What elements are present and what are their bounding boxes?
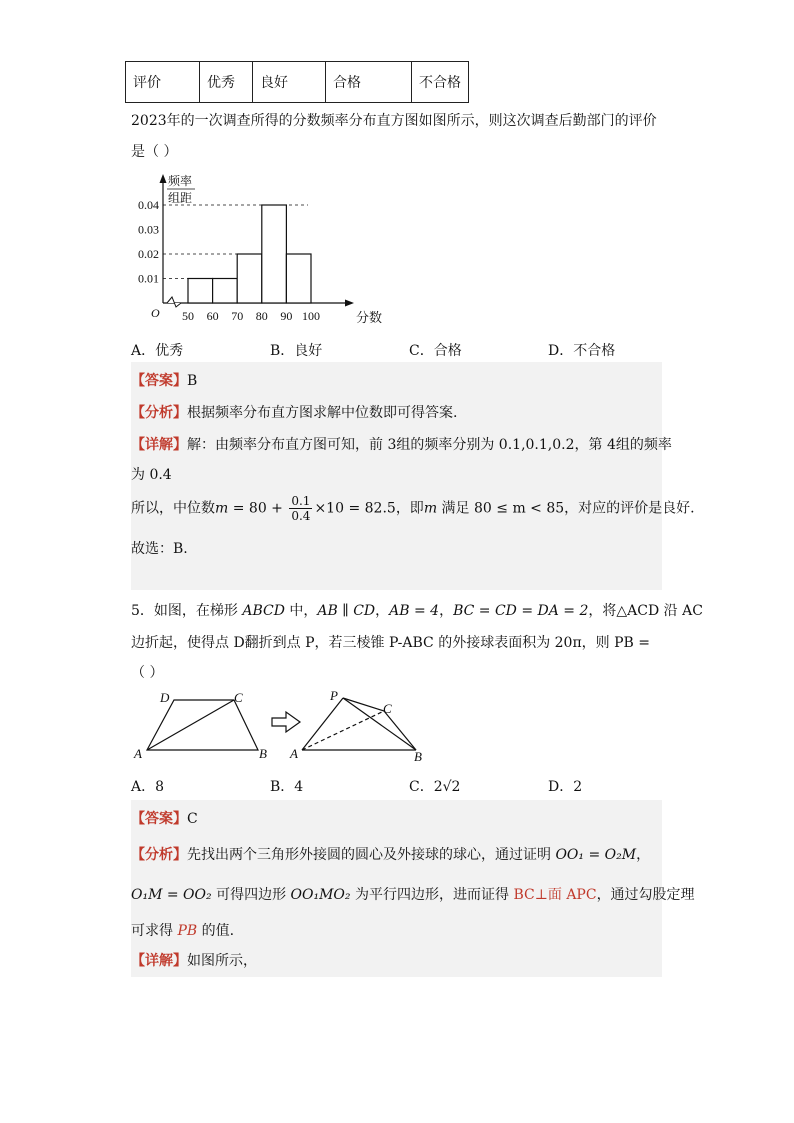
q5-option-b: B．4 [270, 779, 304, 795]
detail-tag: 【详解】 [131, 437, 187, 453]
rating-cell: 良好 [253, 62, 326, 103]
analysis-quadrilateral: OO₁MO₂ [290, 887, 351, 903]
q5-condition: AB ∥ CD [317, 603, 376, 619]
q4-analysis-line [131, 402, 457, 422]
label-b: B [259, 746, 267, 761]
calc-mid: ，即 [395, 500, 424, 517]
q5-analysis-line3 [131, 920, 234, 940]
calc-satisfy: 满足 [437, 500, 474, 517]
label-c: C [234, 690, 243, 705]
x-axis-arrow [345, 300, 354, 307]
q5-text: ， [439, 603, 454, 619]
q4-option-a: A．优秀 [131, 343, 184, 359]
label-d: D [160, 690, 170, 705]
detail-tag: 【详解】 [131, 953, 187, 969]
analysis-tag: 【分析】 [131, 405, 187, 421]
q5-stem-line1 [131, 600, 703, 620]
q4-stem-line2: 是（ ） [131, 144, 178, 160]
analysis-tag: 【分析】 [131, 847, 187, 863]
rating-table-row [126, 62, 469, 103]
y-axis-arrow [160, 174, 167, 183]
q5-option-a: A．8 [131, 779, 165, 795]
analysis-pb: PB [177, 923, 198, 939]
q4-option-b: B．良好 [270, 343, 323, 359]
calc-eq1: = 80 + [228, 500, 288, 517]
rating-cell: 优秀 [200, 62, 253, 103]
q4-detail-line1 [131, 434, 672, 454]
q4-answer-line [131, 370, 197, 390]
calc-range: 80 ≤ m < 85 [474, 500, 565, 517]
analysis-text: 可得四边形 [211, 887, 291, 903]
calc-var2: m [423, 500, 438, 517]
q5-condition: AB = 4 [389, 603, 440, 619]
trapezoid-outline [147, 700, 258, 750]
label-p: P [330, 688, 338, 703]
q4-calc-line [131, 494, 695, 523]
analysis-text: ，通过勾股定理 [596, 887, 695, 903]
x-tick-label: 100 [302, 309, 320, 323]
y-tick-label: 0.03 [138, 222, 159, 237]
x-tick-label: 70 [231, 309, 244, 323]
x-tick-label: 80 [255, 309, 268, 323]
calc-eq2: ×10 = 82.5 [314, 500, 396, 517]
y-tick-label: 0.02 [138, 247, 159, 261]
x-tick-label: 90 [280, 309, 293, 323]
calc-prefix: 所以，中位数 [131, 500, 215, 517]
q5-solution-panel [131, 800, 695, 977]
edge-pc [343, 698, 384, 711]
origin-label: O [151, 306, 160, 320]
calc-suffix: ，对应的评价是良好. [564, 500, 695, 517]
detail-text: 如图所示， [187, 953, 257, 969]
calc-numerator: 0.1 [291, 494, 311, 508]
q5-option-d: D．2 [548, 779, 583, 795]
histogram-bar [262, 205, 287, 303]
label-a-folded: A [290, 746, 298, 761]
histogram-chart [128, 168, 383, 330]
x-tick-label: 50 [182, 309, 194, 323]
rating-cell: 合格 [326, 62, 412, 103]
calc-fraction [289, 494, 312, 523]
q4-solution-panel [131, 362, 695, 590]
histogram-bar [188, 279, 213, 304]
q4-detail-line2: 为 0.4 [131, 467, 172, 483]
edge-ap [302, 698, 343, 750]
q5-analysis-line2 [131, 884, 695, 904]
answer-tag: 【答案】 [131, 373, 187, 389]
answer-tag: 【答案】 [131, 811, 187, 827]
analysis-text: 可求得 [131, 923, 178, 939]
q5-text: 中， [284, 603, 318, 619]
y-axis-label-top: 频率 [168, 174, 193, 188]
q5-answer-line [131, 808, 198, 828]
analysis-equation: O₁M = OO₂ [131, 887, 212, 903]
label-b-folded: B [414, 749, 422, 764]
histogram-bar [213, 279, 238, 304]
q5-condition: BC = CD = DA = 2 [453, 603, 589, 619]
answer-value: B [187, 373, 198, 389]
q5-analysis-line1 [131, 844, 650, 864]
q4-conclusion: 故选：B. [131, 541, 188, 557]
q5-trapezoid-name: ABCD [242, 603, 285, 619]
answer-value: C [187, 811, 198, 827]
q5-text: ，将△ACD 沿 AC [588, 603, 703, 619]
y-tick-label: 0.04 [138, 198, 159, 212]
calc-var: m [215, 500, 229, 517]
arrow-icon [272, 712, 300, 732]
label-a: A [134, 746, 142, 761]
q5-stem-line3: （ ） [131, 665, 164, 681]
axis-break [167, 297, 181, 307]
analysis-text: 先找出两个三角形外接圆的圆心及外接球的球心，通过证明 [187, 847, 556, 863]
rating-cell: 评价 [126, 62, 200, 103]
q5-text: ， [375, 603, 390, 619]
q4-stem-line1: 2023年的一次调查所得的分数频率分布直方图如图所示，则这次调查后勤部门的评价 [131, 113, 657, 129]
edge-ac-hidden [302, 711, 384, 750]
x-tick-label: 60 [206, 309, 219, 323]
analysis-perpendicular: BC⊥面 APC [513, 887, 597, 903]
y-tick-label: 0.01 [138, 271, 159, 286]
q4-option-d: D．不合格 [548, 343, 616, 359]
x-axis-label: 分数 [356, 310, 383, 325]
histogram-layer [138, 173, 382, 325]
calc-denominator: 0.4 [291, 509, 311, 523]
analysis-equation: OO₁ = O₂M [555, 847, 637, 863]
label-c-folded: C [383, 701, 392, 716]
q5-text: 5．如图，在梯形 [131, 603, 243, 619]
analysis-text: 根据频率分布直方图求解中位数即可得答案. [187, 405, 458, 421]
rating-table [125, 61, 469, 103]
edge-pb [343, 698, 416, 750]
histogram-bar [237, 254, 262, 303]
q5-option-c: C．2√2 [409, 779, 461, 795]
detail-text: 解：由频率分布直方图可知，前 3组的频率分别为 0.1,0.1,0.2，第 4组的频率 [187, 437, 672, 453]
y-axis-label-bottom: 组距 [168, 191, 193, 205]
q4-option-c: C．合格 [409, 343, 462, 359]
analysis-text: 为平行四边形，进而证得 [350, 887, 514, 903]
q5-detail-line [131, 950, 257, 970]
analysis-text: 的值. [197, 923, 235, 939]
trapezoid-fold-figure [130, 686, 430, 766]
histogram-bar [286, 254, 311, 303]
q5-stem-line2: 边折起，使得点 D翻折到点 P，若三棱锥 P-ABC 的外接球表面积为 20π，则 PB = [131, 635, 651, 651]
analysis-text: ， [636, 847, 651, 863]
rating-cell: 不合格 [412, 62, 469, 103]
